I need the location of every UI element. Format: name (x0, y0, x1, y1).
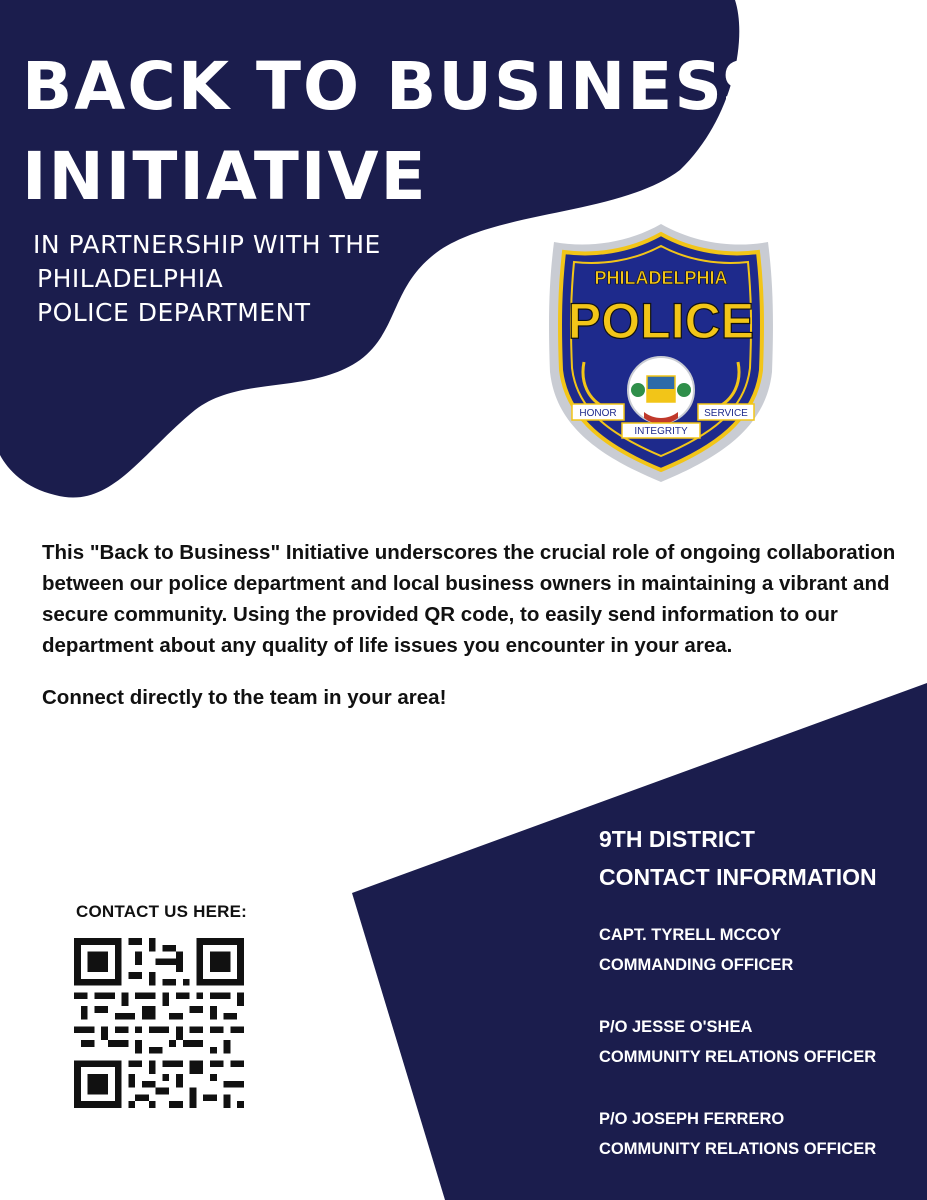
call-to-action: Connect directly to the team in your area! (42, 686, 447, 709)
officer-name: CAPT. TYRELL MCCOY (599, 926, 782, 944)
police-badge-icon (546, 222, 776, 484)
district-subtitle: CONTACT INFORMATION (599, 864, 877, 890)
page-title (22, 42, 770, 222)
contact-label: CONTACT US HERE: (76, 902, 247, 921)
body-copy (42, 537, 912, 713)
title-line-2: INITIATIVE (22, 138, 428, 215)
badge-main-text: POLICE (567, 293, 755, 349)
partner-line-3: POLICE DEPARTMENT (37, 298, 311, 327)
officer-entry (599, 1012, 876, 1072)
partner-line-1: IN PARTNERSHIP WITH THE (33, 230, 381, 259)
title-line-1: BACK TO BUSINESS (22, 48, 771, 125)
badge-top-text: PHILADELPHIA (594, 268, 728, 288)
officer-role: COMMUNITY RELATIONS OFFICER (599, 1140, 877, 1158)
district-heading (599, 820, 877, 896)
district-title: 9TH DISTRICT (599, 826, 755, 852)
officer-entry (599, 920, 793, 980)
officer-role: COMMANDING OFFICER (599, 956, 794, 974)
qr-code-icon[interactable] (74, 938, 244, 1108)
officer-entry (599, 1104, 876, 1164)
body-paragraph: This "Back to Business" Initiative underscores the crucial role of ongoing collaboration between our police department and local business owners in maintaining a vibrant and secure community. Using the provided QR code, to easily send information to our department about any quality of life issues you encounter in your area. (42, 541, 896, 657)
officer-name: P/O JOSEPH FERRERO (599, 1110, 785, 1128)
officer-name: P/O JESSE O'SHEA (599, 1018, 753, 1036)
badge-right-text: SERVICE (704, 408, 748, 419)
partnership-text (33, 228, 381, 330)
partner-line-2: PHILADELPHIA (37, 264, 224, 293)
badge-left-text: HONOR (579, 408, 617, 419)
badge-bottom-text: INTEGRITY (634, 426, 688, 437)
officer-role: COMMUNITY RELATIONS OFFICER (599, 1048, 877, 1066)
